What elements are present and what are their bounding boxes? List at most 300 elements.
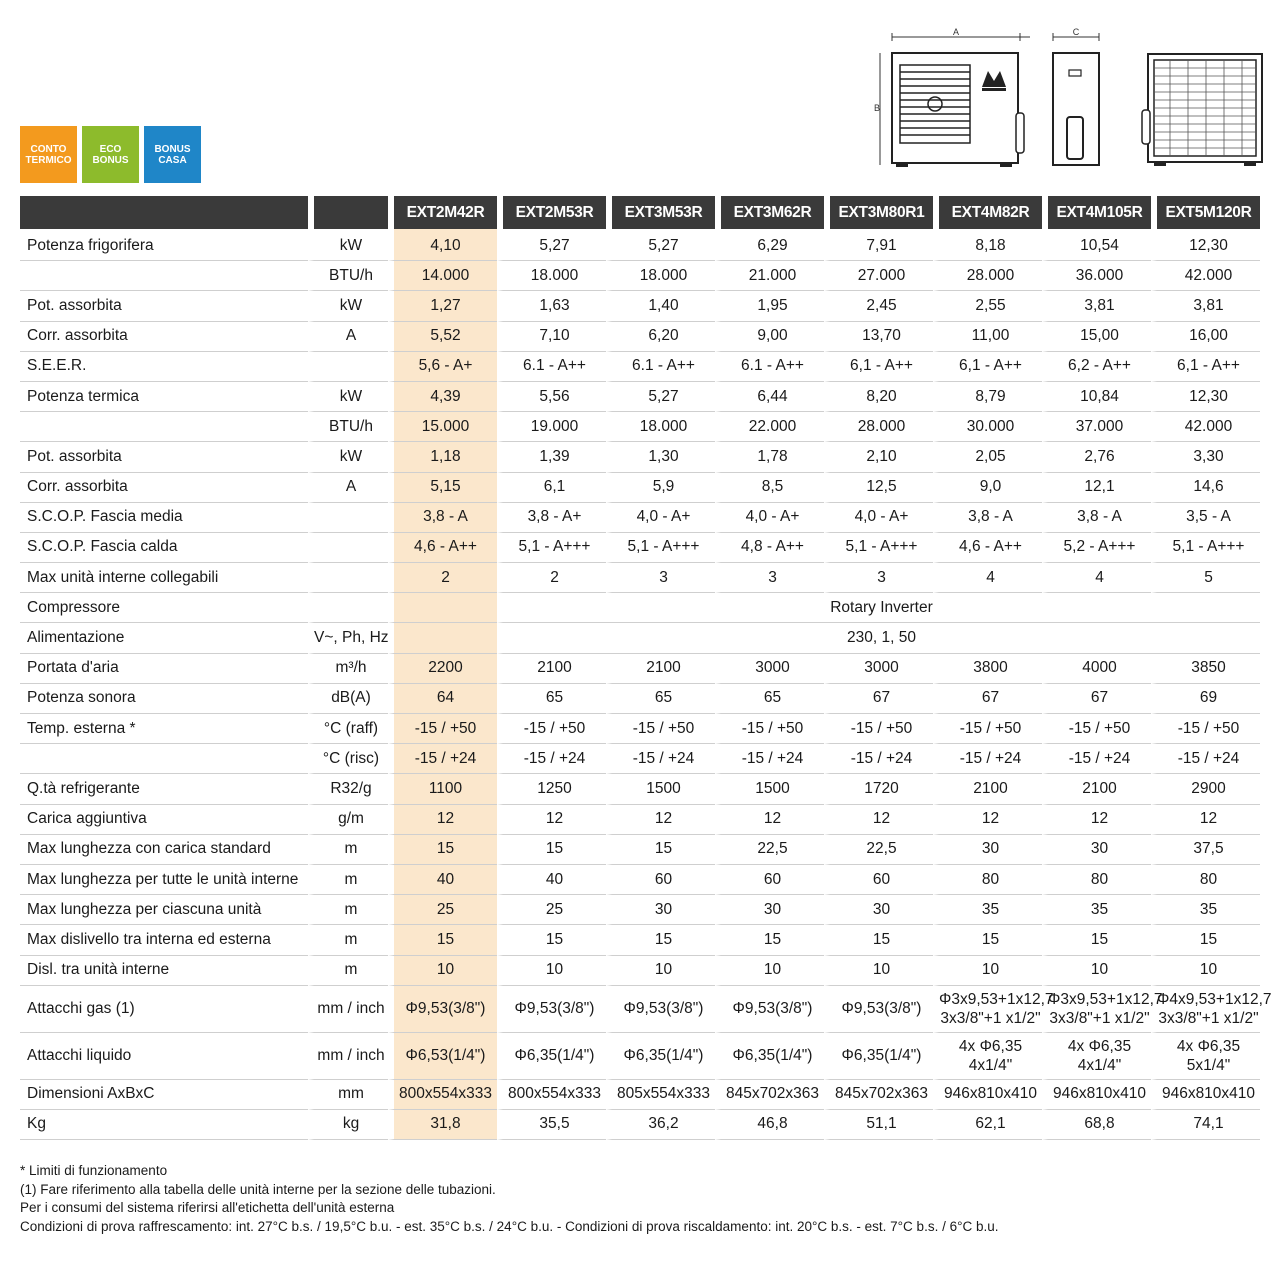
value-cell: 6,44 <box>715 382 824 412</box>
badge-line: CONTO <box>30 143 67 155</box>
value-cell: 12 <box>606 805 715 835</box>
value-cell: 6,1 <box>497 473 606 503</box>
table-row <box>20 925 1260 955</box>
value-cell: -15 / +50 <box>388 714 497 744</box>
value-cell: 5,56 <box>497 382 606 412</box>
value-cell: 15 <box>388 835 497 865</box>
value-cell: 5,1 - A+++ <box>497 533 606 563</box>
value-cell: 1250 <box>497 774 606 804</box>
value-cell: 16,00 <box>1151 322 1260 352</box>
model-header: EXT2M53R <box>497 196 606 229</box>
value-cell: 35,5 <box>497 1110 606 1140</box>
value-cell: 46,8 <box>715 1110 824 1140</box>
value-cell: 6.1 - A++ <box>715 352 824 382</box>
value-cell: 2100 <box>606 654 715 684</box>
value-cell: 5,52 <box>388 322 497 352</box>
table-row <box>20 533 1260 563</box>
value-cell: 845x702x363 <box>824 1080 933 1110</box>
value-cell: 4 <box>1042 563 1151 593</box>
value-cell: 60 <box>824 865 933 895</box>
value-cell <box>497 1033 606 1080</box>
value-cell: 5,6 - A+ <box>388 352 497 382</box>
value-cell: 5 <box>1151 563 1260 593</box>
badge-line: CASA <box>158 154 187 166</box>
value-cell <box>497 986 606 1033</box>
row-unit: dB(A) <box>308 684 388 714</box>
value-cell: 1,78 <box>715 442 824 472</box>
value-cell: 10,54 <box>1042 229 1151 261</box>
row-unit: mm / inch <box>308 986 388 1033</box>
value-cell: 8,18 <box>933 229 1042 261</box>
value-cell <box>1151 986 1272 1033</box>
merged-value-cell: Rotary Inverter <box>497 593 1260 623</box>
value-cell: -15 / +50 <box>1042 714 1151 744</box>
header-row <box>20 196 1260 229</box>
value-line: 4x Φ6,35 <box>1067 1037 1132 1055</box>
value-cell <box>1042 1033 1151 1080</box>
value-cell: 3,8 - A <box>388 503 497 533</box>
value-cell: 15 <box>933 925 1042 955</box>
badge-line: ECO <box>99 143 122 155</box>
value-cell <box>824 1033 933 1080</box>
value-cell: 22,5 <box>824 835 933 865</box>
value-line: Φ6,35(1/4") <box>514 1047 595 1065</box>
value-cell: 5,27 <box>606 229 715 261</box>
value-cell: 2 <box>388 563 497 593</box>
badge-line: BONUS <box>154 143 191 155</box>
value-cell: 15 <box>606 835 715 865</box>
value-cell: 800x554x333 <box>497 1080 606 1110</box>
row-unit: BTU/h <box>308 412 388 442</box>
value-cell: 10 <box>933 956 1042 986</box>
value-cell: 5,27 <box>606 382 715 412</box>
value-cell: 35 <box>933 895 1042 925</box>
side-view-drawing <box>1045 25 1105 170</box>
value-cell: 3 <box>606 563 715 593</box>
value-cell: 2 <box>497 563 606 593</box>
value-cell: 946x810x410 <box>933 1080 1042 1110</box>
value-cell: 64 <box>388 684 497 714</box>
row-label: Alimentazione <box>20 623 308 653</box>
value-cell: 15 <box>824 925 933 955</box>
row-unit: m³/h <box>308 654 388 684</box>
value-cell: 80 <box>933 865 1042 895</box>
value-cell: 4,0 - A+ <box>824 503 933 533</box>
value-cell: 36.000 <box>1042 261 1151 291</box>
value-cell: 14,6 <box>1151 473 1260 503</box>
row-label: Attacchi liquido <box>20 1033 308 1080</box>
value-cell: 15 <box>497 835 606 865</box>
value-cell: 1,27 <box>388 291 497 321</box>
value-cell: 12 <box>824 805 933 835</box>
value-cell: 3,5 - A <box>1151 503 1260 533</box>
value-cell: 10 <box>824 956 933 986</box>
row-label <box>20 744 308 774</box>
value-line: Φ9,53(3/8") <box>732 1000 813 1018</box>
table-row <box>20 1080 1260 1110</box>
value-cell: 2900 <box>1151 774 1260 804</box>
value-cell: 12 <box>388 805 497 835</box>
value-cell: 8,20 <box>824 382 933 412</box>
value-cell: 30 <box>933 835 1042 865</box>
footnotes <box>20 1162 999 1236</box>
value-cell: -15 / +24 <box>715 744 824 774</box>
header-empty-unit <box>308 196 388 229</box>
row-label: Portata d'aria <box>20 654 308 684</box>
row-label <box>20 412 308 442</box>
value-cell: 67 <box>933 684 1042 714</box>
unit-drawings <box>860 25 1270 175</box>
row-unit <box>308 503 388 533</box>
value-cell: 4,6 - A++ <box>388 533 497 563</box>
value-cell: 27.000 <box>824 261 933 291</box>
row-unit: m <box>308 835 388 865</box>
value-cell: 5,1 - A+++ <box>1151 533 1260 563</box>
value-cell: 1,40 <box>606 291 715 321</box>
value-cell: 7,10 <box>497 322 606 352</box>
row-label: Max lunghezza per ciascuna unità <box>20 895 308 925</box>
row-label: Dimensioni AxBxC <box>20 1080 308 1110</box>
value-cell: 5,9 <box>606 473 715 503</box>
front-view-drawing <box>870 25 1030 170</box>
row-label: Pot. assorbita <box>20 442 308 472</box>
table-row <box>20 382 1260 412</box>
value-cell: 3,8 - A+ <box>497 503 606 533</box>
value-cell: 5,1 - A+++ <box>824 533 933 563</box>
row-unit: °C (raff) <box>308 714 388 744</box>
value-cell: 4,0 - A+ <box>715 503 824 533</box>
value-cell: 2100 <box>497 654 606 684</box>
value-cell: 36,2 <box>606 1110 715 1140</box>
value-cell: 51,1 <box>824 1110 933 1140</box>
value-cell: 3 <box>824 563 933 593</box>
value-cell: 67 <box>1042 684 1151 714</box>
model-header: EXT3M80R1 <box>824 196 933 229</box>
row-unit <box>308 563 388 593</box>
value-cell: 2100 <box>933 774 1042 804</box>
value-line: Φ6,35(1/4") <box>623 1047 704 1065</box>
value-cell: 10,84 <box>1042 382 1151 412</box>
value-cell: 12,5 <box>824 473 933 503</box>
row-unit: kW <box>308 229 388 261</box>
value-cell: 14.000 <box>388 261 497 291</box>
row-label: Compressore <box>20 593 308 623</box>
value-cell: 5,1 - A+++ <box>606 533 715 563</box>
row-unit: m <box>308 895 388 925</box>
value-cell: 800x554x333 <box>388 1080 497 1110</box>
value-cell: 9,0 <box>933 473 1042 503</box>
value-cell <box>933 1033 1042 1080</box>
value-cell: 1500 <box>606 774 715 804</box>
value-cell: -15 / +24 <box>933 744 1042 774</box>
value-cell: 3000 <box>715 654 824 684</box>
row-label: Temp. esterna * <box>20 714 308 744</box>
table-row <box>20 774 1260 804</box>
value-cell: 3 <box>715 563 824 593</box>
badge-conto-termico <box>20 126 77 183</box>
value-cell: 69 <box>1151 684 1260 714</box>
row-label: Disl. tra unità interne <box>20 956 308 986</box>
row-unit <box>308 352 388 382</box>
row-unit: BTU/h <box>308 261 388 291</box>
value-cell: 1100 <box>388 774 497 804</box>
value-cell: 68,8 <box>1042 1110 1151 1140</box>
table-row <box>20 1110 1260 1140</box>
value-cell: 1,95 <box>715 291 824 321</box>
value-cell: -15 / +24 <box>1151 744 1260 774</box>
value-cell: -15 / +50 <box>1151 714 1260 744</box>
value-line: 4x Φ6,35 <box>958 1037 1023 1055</box>
value-cell: 65 <box>715 684 824 714</box>
value-cell: 37,5 <box>1151 835 1260 865</box>
row-unit: kW <box>308 382 388 412</box>
table-row <box>20 744 1260 774</box>
value-cell: 15 <box>388 925 497 955</box>
value-cell: -15 / +50 <box>933 714 1042 744</box>
value-cell: 19.000 <box>497 412 606 442</box>
table-row <box>20 473 1260 503</box>
value-cell: 6,1 - A++ <box>1151 352 1260 382</box>
value-cell: 30 <box>606 895 715 925</box>
value-cell: 30.000 <box>933 412 1042 442</box>
value-cell: 7,91 <box>824 229 933 261</box>
table-row <box>20 956 1260 986</box>
model-header: EXT4M105R <box>1042 196 1151 229</box>
row-unit: g/m <box>308 805 388 835</box>
merged-value-cell: 230, 1, 50 <box>497 623 1260 653</box>
value-cell: -15 / +24 <box>606 744 715 774</box>
row-label: S.C.O.P. Fascia calda <box>20 533 308 563</box>
table-row <box>20 684 1260 714</box>
value-cell: 946x810x410 <box>1151 1080 1260 1110</box>
value-cell: 10 <box>1151 956 1260 986</box>
value-cell: 10 <box>497 956 606 986</box>
note-line: Condizioni di prova raffrescamento: int. 27°C b.s. / 19,5°C b.u. - est. 35°C b.s. / 24°C b.u. - Condizioni di prova riscaldamento: int. 20°C b.s. - est. 7°C b.s. / 6°C b.u. <box>20 1218 999 1234</box>
note-line: (1) Fare riferimento alla tabella delle unità interne per la sezione delle tubazioni. <box>20 1181 496 1197</box>
row-unit <box>308 593 388 623</box>
row-label: Potenza frigorifera <box>20 229 308 261</box>
table-header <box>20 196 1260 229</box>
value-line: Φ3x9,53+1x12,7 <box>939 990 1054 1008</box>
value-cell: 3800 <box>933 654 1042 684</box>
table-row <box>20 229 1260 261</box>
value-cell: 40 <box>497 865 606 895</box>
value-cell: 12,30 <box>1151 382 1260 412</box>
value-line: Φ9,53(3/8") <box>405 1000 486 1018</box>
table-row <box>20 261 1260 291</box>
value-cell <box>388 593 497 623</box>
value-cell: 12 <box>715 805 824 835</box>
value-cell: 9,00 <box>715 322 824 352</box>
value-cell: 67 <box>824 684 933 714</box>
value-cell <box>606 1033 715 1080</box>
row-label: S.C.O.P. Fascia media <box>20 503 308 533</box>
value-cell: 30 <box>1042 835 1151 865</box>
model-header: EXT2M42R <box>388 196 497 229</box>
value-cell: 18.000 <box>497 261 606 291</box>
row-label: Max lunghezza con carica standard <box>20 835 308 865</box>
value-line: 3x3/8"+1 x1/2" <box>1158 1009 1259 1027</box>
value-cell: 1500 <box>715 774 824 804</box>
row-label: Potenza termica <box>20 382 308 412</box>
row-unit: m <box>308 925 388 955</box>
value-line: Φ9,53(3/8") <box>514 1000 595 1018</box>
value-cell: 5,15 <box>388 473 497 503</box>
value-cell: 6.1 - A++ <box>606 352 715 382</box>
table-row <box>20 563 1260 593</box>
value-cell: -15 / +50 <box>497 714 606 744</box>
value-line: Φ6,35(1/4") <box>732 1047 813 1065</box>
value-cell: 3,30 <box>1151 442 1260 472</box>
table-row <box>20 442 1260 472</box>
value-cell: 10 <box>388 956 497 986</box>
value-cell <box>606 986 715 1033</box>
table-row <box>20 623 1260 653</box>
value-cell: 11,00 <box>933 322 1042 352</box>
table-row <box>20 835 1260 865</box>
row-unit: A <box>308 473 388 503</box>
value-cell: 12,30 <box>1151 229 1260 261</box>
value-cell: -15 / +24 <box>824 744 933 774</box>
row-unit: kg <box>308 1110 388 1140</box>
value-cell: 10 <box>1042 956 1151 986</box>
incentive-badges <box>20 126 201 183</box>
table-row <box>20 805 1260 835</box>
value-cell: 28.000 <box>824 412 933 442</box>
value-cell <box>1042 986 1163 1033</box>
row-unit: R32/g <box>308 774 388 804</box>
value-cell <box>388 623 497 653</box>
dim-c-label: C <box>1072 27 1080 37</box>
value-cell <box>933 986 1054 1033</box>
table-row <box>20 865 1260 895</box>
value-cell: 4,6 - A++ <box>933 533 1042 563</box>
value-cell: 15 <box>606 925 715 955</box>
value-cell: 30 <box>824 895 933 925</box>
value-cell <box>715 986 824 1033</box>
value-cell: -15 / +50 <box>715 714 824 744</box>
value-cell: 62,1 <box>933 1110 1042 1140</box>
value-cell: 8,79 <box>933 382 1042 412</box>
value-cell: 42.000 <box>1151 412 1260 442</box>
value-cell: 12,1 <box>1042 473 1151 503</box>
row-label: Carica aggiuntiva <box>20 805 308 835</box>
value-cell: 3000 <box>824 654 933 684</box>
table-row <box>20 352 1260 382</box>
value-line: 4x1/4" <box>1077 1056 1122 1074</box>
model-header: EXT3M53R <box>606 196 715 229</box>
value-cell: 1,39 <box>497 442 606 472</box>
value-line: Φ3x9,53+1x12,7 <box>1048 990 1163 1008</box>
value-cell <box>388 986 497 1033</box>
value-cell: 21.000 <box>715 261 824 291</box>
value-cell <box>1151 1033 1260 1080</box>
value-cell: 30 <box>715 895 824 925</box>
row-label: Corr. assorbita <box>20 322 308 352</box>
table-row <box>20 503 1260 533</box>
dim-a-label: A <box>952 27 960 37</box>
table-row <box>20 654 1260 684</box>
value-cell: 805x554x333 <box>606 1080 715 1110</box>
table-row <box>20 1033 1260 1080</box>
note-line: Per i consumi del sistema riferirsi all'etichetta dell'unità esterna <box>20 1200 395 1215</box>
value-cell: 4000 <box>1042 654 1151 684</box>
model-header: EXT5M120R <box>1151 196 1260 229</box>
value-cell: 15.000 <box>388 412 497 442</box>
value-cell: 4,8 - A++ <box>715 533 824 563</box>
value-cell: -15 / +24 <box>388 744 497 774</box>
value-cell: -15 / +50 <box>824 714 933 744</box>
value-cell: 12 <box>497 805 606 835</box>
table-row <box>20 412 1260 442</box>
value-cell: 18.000 <box>606 261 715 291</box>
value-cell: 2100 <box>1042 774 1151 804</box>
value-line: 3x3/8"+1 x1/2" <box>940 1009 1041 1027</box>
value-cell: 1,18 <box>388 442 497 472</box>
value-cell: 1720 <box>824 774 933 804</box>
spec-table <box>20 196 1272 1140</box>
value-line: Φ9,53(3/8") <box>623 1000 704 1018</box>
value-cell <box>824 986 933 1033</box>
badge-eco-bonus <box>82 126 139 183</box>
row-label: Q.tà refrigerante <box>20 774 308 804</box>
value-cell: 2,05 <box>933 442 1042 472</box>
table-row <box>20 986 1260 1033</box>
value-line: Φ4x9,53+1x12,7 <box>1157 990 1272 1008</box>
note-line: * Limiti di funzionamento <box>20 1163 168 1178</box>
value-cell: 37.000 <box>1042 412 1151 442</box>
row-unit <box>308 533 388 563</box>
value-cell: 10 <box>715 956 824 986</box>
table-body <box>20 229 1272 1140</box>
value-cell: 3,8 - A <box>933 503 1042 533</box>
value-cell: 3,81 <box>1151 291 1260 321</box>
value-cell: 60 <box>606 865 715 895</box>
model-header: EXT4M82R <box>933 196 1042 229</box>
row-label: Max dislivello tra interna ed esterna <box>20 925 308 955</box>
row-label <box>20 261 308 291</box>
row-label: Potenza sonora <box>20 684 308 714</box>
row-unit: °C (risc) <box>308 744 388 774</box>
value-cell: 40 <box>388 865 497 895</box>
value-cell: 4 <box>933 563 1042 593</box>
value-cell: 13,70 <box>824 322 933 352</box>
value-cell: 25 <box>388 895 497 925</box>
back-view-drawing <box>1140 50 1270 168</box>
value-cell: 12 <box>933 805 1042 835</box>
value-cell: 2200 <box>388 654 497 684</box>
value-cell: -15 / +24 <box>497 744 606 774</box>
value-cell: 8,5 <box>715 473 824 503</box>
value-line: 5x1/4" <box>1186 1056 1231 1074</box>
value-cell: 22,5 <box>715 835 824 865</box>
value-cell: 15 <box>715 925 824 955</box>
value-line: Φ6,35(1/4") <box>841 1047 922 1065</box>
model-header: EXT3M62R <box>715 196 824 229</box>
value-cell: -15 / +50 <box>606 714 715 744</box>
table-row <box>20 895 1260 925</box>
value-cell: 22.000 <box>715 412 824 442</box>
value-cell: 35 <box>1151 895 1260 925</box>
value-cell: 3850 <box>1151 654 1260 684</box>
value-cell: 2,45 <box>824 291 933 321</box>
value-cell: 3,81 <box>1042 291 1151 321</box>
row-unit: kW <box>308 442 388 472</box>
row-label: Corr. assorbita <box>20 473 308 503</box>
value-cell: 35 <box>1042 895 1151 925</box>
row-label: Max lunghezza per tutte le unità interne <box>20 865 308 895</box>
row-label: Max unità interne collegabili <box>20 563 308 593</box>
